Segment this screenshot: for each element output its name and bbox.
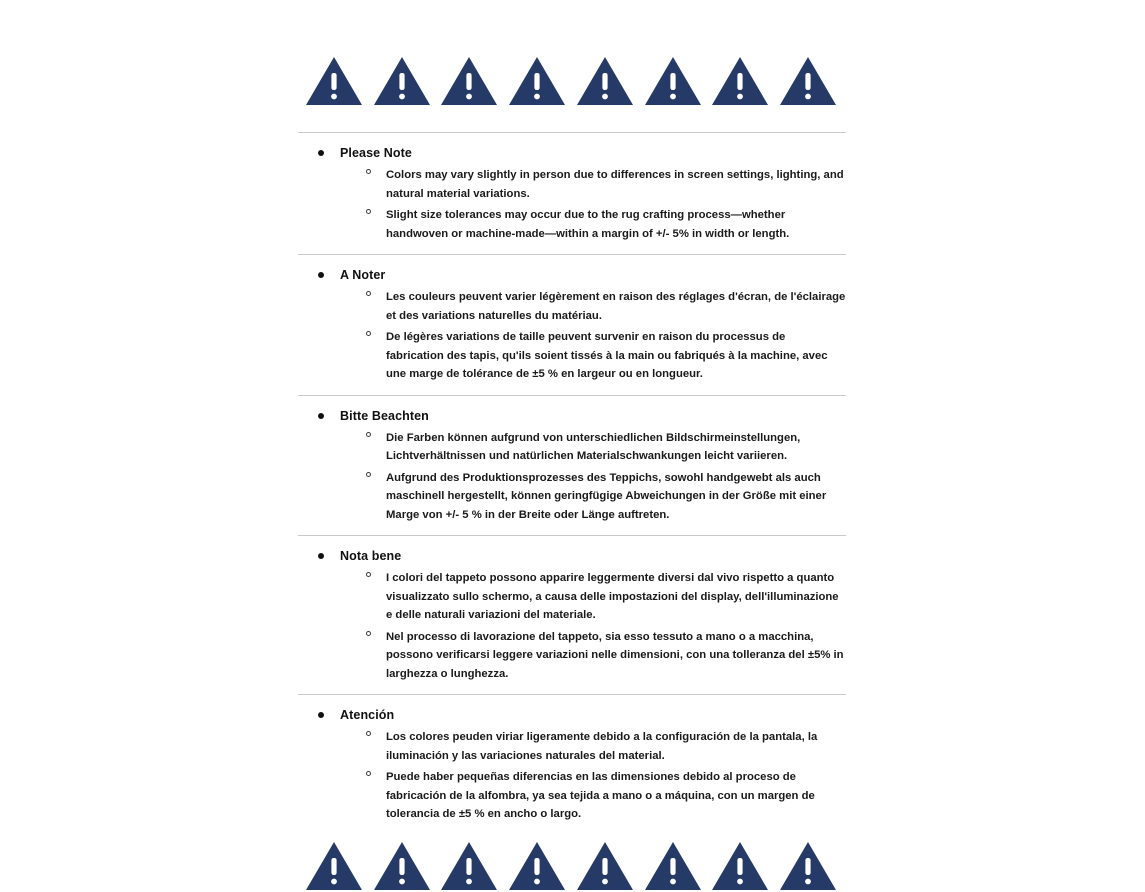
note-section [298, 695, 846, 823]
list-item [340, 627, 846, 683]
list-item [340, 428, 846, 465]
warning-triangle-icon [710, 840, 770, 892]
warning-triangle-icon [710, 55, 770, 107]
bullet-icon [318, 413, 324, 419]
list-item [340, 327, 846, 383]
warning-triangle-icon [643, 55, 703, 107]
list-item [340, 205, 846, 242]
warning-triangle-icon [372, 840, 432, 892]
list-item [340, 468, 846, 524]
bullet-icon [318, 272, 324, 278]
list-item [340, 727, 846, 764]
note-section [298, 396, 846, 537]
list-item [340, 568, 846, 624]
warning-triangle-icon [643, 840, 703, 892]
bullet-icon [318, 712, 324, 718]
sub-bullet-icon [366, 432, 371, 437]
note-text: Les couleurs peuvent varier légèrement en raison des réglages d'écran, de l'éclairage et des variations naturelles du matériau. [386, 291, 846, 322]
warning-triangle-icon [778, 840, 838, 892]
note-text: Puede haber pequeñas diferencias en las dimensiones debido al proceso de fabricación de la alfombra, ya sea tejida a mano o a máquina, con un margen de tolerancia de ±5 % en ancho o largo. [386, 771, 815, 820]
document-content [298, 0, 846, 892]
note-section [298, 255, 846, 396]
note-text: Aufgrund des Produktionsprozesses des Teppichs, sowohl handgewebt als auch maschinell hergestellt, können geringfügige Abweichungen in der Größe mit einer Marge von +/- 5 % in der Breite oder Länge auftreten. [386, 471, 827, 521]
note-section [298, 536, 846, 695]
warning-triangle-icon [575, 840, 635, 892]
list-item [340, 767, 846, 823]
section-heading: Bitte Beachten [340, 408, 429, 423]
section-heading: Please Note [340, 146, 412, 160]
list-item [298, 409, 846, 524]
warning-triangle-icon [304, 55, 364, 107]
warning-triangle-icon [507, 55, 567, 107]
warning-triangle-icon [575, 55, 635, 107]
top-warning-icon-strip [304, 0, 838, 107]
warning-triangle-icon [304, 840, 364, 892]
sub-bullet-icon [366, 472, 371, 477]
list-item [340, 287, 846, 324]
list-item [298, 146, 846, 242]
sub-bullet-icon [366, 169, 371, 174]
note-text: Nel processo di lavorazione del tappeto, sia esso tessuto a mano o a macchina, possono verificarsi leggere variazioni nelle dimensioni, con una tolleranza del ±5% in larghezza o lunghezza. [386, 630, 844, 680]
note-text: Los colores peuden viriar ligeramente debido a la configuración de la pantala, la iluminación y las variaciones naturales del material. [386, 731, 818, 762]
sub-bullet-icon [366, 209, 371, 214]
list-item [340, 165, 846, 202]
sub-bullet-icon [366, 631, 371, 636]
warning-triangle-icon [778, 55, 838, 107]
sub-bullet-icon [366, 731, 371, 736]
note-text: Colors may vary slightly in person due to differences in screen settings, lighting, and natural material variations. [386, 169, 844, 200]
section-heading: Atención [340, 708, 395, 722]
note-text: I colori del tappeto possono apparire leggermente diversi dal vivo rispetto a quanto visualizzato sullo schermo, a causa delle impostazioni del display, dell'illuminazione e delle naturali variazioni del materiale. [386, 572, 839, 621]
list-item [298, 708, 846, 823]
bottom-warning-icon-strip [304, 826, 838, 892]
sub-bullet-icon [366, 572, 371, 577]
list-item [298, 549, 846, 682]
sub-bullet-icon [366, 291, 371, 296]
bullet-icon [318, 553, 324, 559]
note-text: Slight size tolerances may occur due to the rug crafting process—whether handwoven or machine-made—within a margin of +/- 5% in width or length. [386, 209, 790, 240]
warning-triangle-icon [372, 55, 432, 107]
note-text: De légères variations de taille peuvent survenir en raison du processus de fabrication des tapis, qu'ils soient tissés à la main ou fabriqués à la machine, avec une marge de tolérance de ±5 % en largeur ou en longueur. [386, 331, 828, 380]
bullet-icon [318, 150, 324, 156]
sub-bullet-icon [366, 331, 371, 336]
section-heading: Nota bene [340, 549, 402, 563]
list-item [298, 268, 846, 383]
warning-triangle-icon [439, 840, 499, 892]
warning-triangle-icon [439, 55, 499, 107]
section-heading: A Noter [340, 268, 386, 282]
note-text: Die Farben können aufgrund von unterschiedlichen Bildschirmeinstellungen, Lichtverhältnissen und natürlichen Materialschwankungen leicht variieren. [386, 431, 801, 462]
warning-triangle-icon [507, 840, 567, 892]
sub-bullet-icon [366, 771, 371, 776]
note-section [298, 133, 846, 255]
